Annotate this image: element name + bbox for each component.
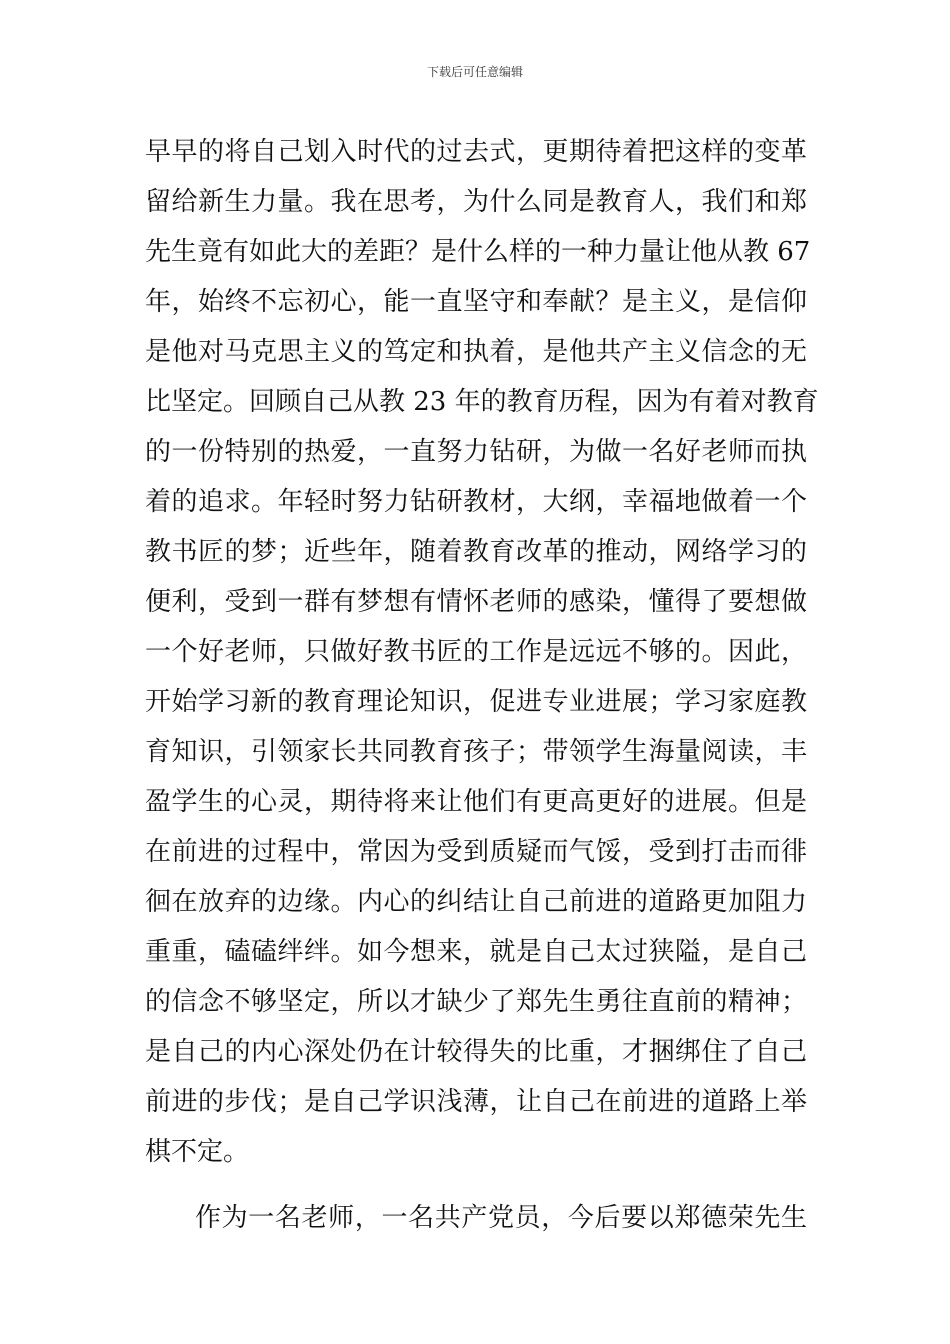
text-line: 教书匠的梦；近些年，随着教育改革的推动，网络学习的 bbox=[145, 537, 807, 567]
text-line: 是他对马克思主义的笃定和执着，是他共产主义信念的无 bbox=[145, 337, 807, 367]
text-line: 留给新生力量。我在思考，为什么同是教育人，我们和郑 bbox=[145, 187, 807, 217]
text-line: 着的追求。年轻时努力钻研教材，大纲，幸福地做着一个 bbox=[145, 487, 807, 517]
text-line: 作为一名老师，一名共产党员，今后要以郑德荣先生 bbox=[195, 1203, 807, 1233]
text-line: 徊在放弃的边缘。内心的纠结让自己前进的道路更加阻力 bbox=[145, 887, 807, 917]
text-line: 育知识，引领家长共同教育孩子；带领学生海量阅读，丰 bbox=[145, 737, 807, 767]
text-line: 一个好老师，只做好教书匠的工作是远远不够的。因此， bbox=[145, 637, 807, 667]
paragraph-gap bbox=[145, 1177, 807, 1193]
text-line: 重重，磕磕绊绊。如今想来，就是自己太过狭隘，是自己 bbox=[145, 937, 807, 967]
paragraph bbox=[145, 127, 819, 1177]
document-body bbox=[145, 127, 819, 1243]
text-line: 的信念不够坚定，所以才缺少了郑先生勇往直前的精神； bbox=[145, 987, 807, 1017]
text-line: 在前进的过程中，常因为受到质疑而气馁，受到打击而徘 bbox=[145, 837, 807, 867]
text-line: 是自己的内心深处仍在计较得失的比重，才捆绑住了自己 bbox=[145, 1037, 807, 1067]
text-line: 盈学生的心灵，期待将来让他们有更高更好的进展。但是 bbox=[145, 787, 807, 817]
text-line: 比坚定。回顾自己从教 23 年的教育历程，因为有着对教育 bbox=[145, 387, 819, 417]
text-line: 的一份特别的热爱，一直努力钻研，为做一名好老师而执 bbox=[145, 437, 807, 467]
text-line: 早早的将自己划入时代的过去式，更期待着把这样的变革 bbox=[145, 137, 807, 167]
text-line: 棋不定。 bbox=[145, 1137, 250, 1167]
text-line: 年，始终不忘初心，能一直坚守和奉献？是主义，是信仰 bbox=[145, 287, 807, 317]
text-line: 先生竟有如此大的差距？是什么样的一种力量让他从教 67 bbox=[145, 237, 811, 267]
text-line: 开始学习新的教育理论知识，促进专业进展；学习家庭教 bbox=[145, 687, 807, 717]
paragraph bbox=[145, 1193, 807, 1243]
text-line: 便利，受到一群有梦想有情怀老师的感染，懂得了要想做 bbox=[145, 587, 807, 617]
text-line: 前进的步伐；是自己学识浅薄，让自己在前进的道路上举 bbox=[145, 1087, 807, 1117]
page-header: 下载后可任意编辑 bbox=[426, 65, 523, 79]
